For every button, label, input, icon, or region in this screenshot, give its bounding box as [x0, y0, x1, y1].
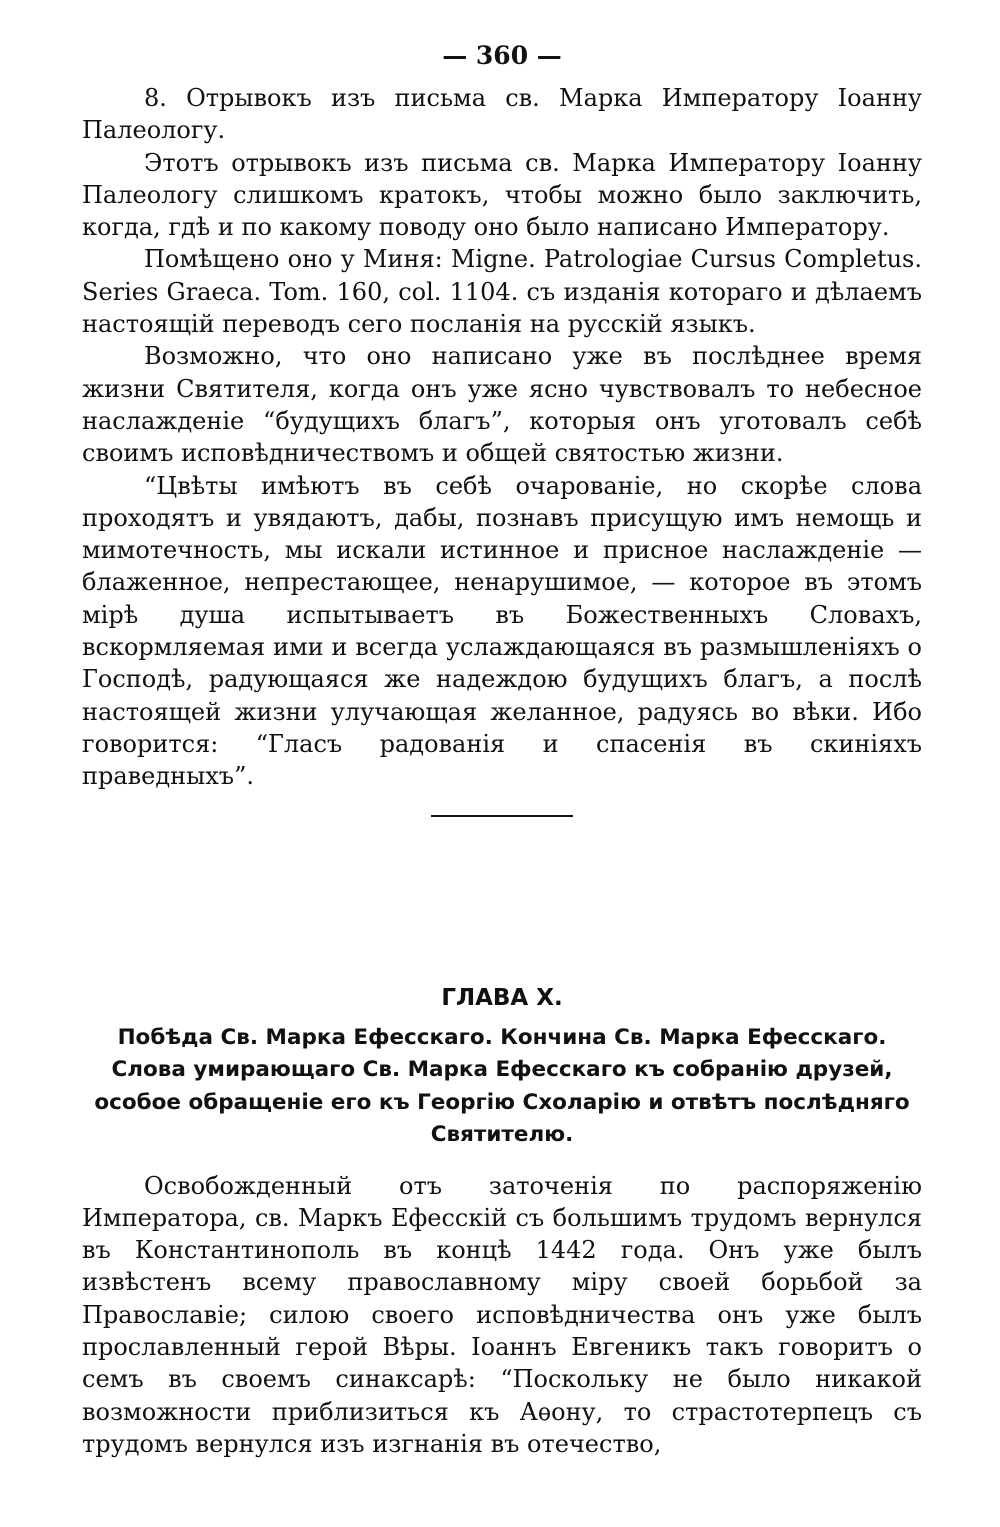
paragraph: Помѣщено оно у Миня: Migne. Patrologiae Cursus Completus. Series Graeca. Tom. 160, col. 1104. съ изданія котораго и дѣлаемъ настоящій переводъ сего посланія на русскій языкъ.: [82, 245, 922, 339]
quoted-paragraph: “Цвѣты имѣютъ въ себѣ очарованіе, но скорѣе слова проходятъ и увядаютъ, дабы, познавъ присущую имъ немощь и мимотечность, мы искали истинное и присное наслажденіе — блаженное, непрестающее, ненарушимое, — которое въ этомъ мірѣ душа испытываетъ въ Божественныхъ Словахъ, вскормляемая ими и всегда услаждающаяся въ размышленіяхъ о Господѣ, радующаяся же надеждою будущихъ благъ, а послѣ настоящей жизни улучающая желанное, радуясь во вѣки. Ибо говорится: “Гласъ радованія и спасенія въ скиніяхъ праведныхъ”.: [82, 471, 922, 791]
paragraph: Этотъ отрывокъ изъ письма св. Марка Императору Іоанну Палеологу слишкомъ кратокъ, чтобы можно было заключить, когда, гдѣ и по какому поводу оно было написано Императору.: [82, 148, 922, 242]
paragraph: Освобожденный отъ заточенія по распоряженію Императора, св. Маркъ Ефесскій съ большимъ трудомъ вернулся въ Константинополь въ концѣ 1442 года. Онъ уже былъ извѣстенъ всему православному міру своей борьбой за Православіе; силою своего исповѣдничества онъ уже былъ прославленный герой Вѣры. Іоаннъ Евгеникъ такъ говоритъ о семъ въ своемъ синаксарѣ: “Поскольку не было никакой возможности приблизиться къ Аѳону, то страстотерпецъ съ трудомъ вернулся изъ изгнанія въ отечество,: [82, 1171, 922, 1458]
paragraph: Возможно, что оно написано уже въ послѣднее время жизни Святителя, когда онъ уже ясно чувствовалъ то небесное наслажденіе “будущихъ благъ”, которыя онъ уготовалъ себѣ своимъ исповѣдничествомъ и общей святостью жизни.: [82, 342, 922, 468]
chapter-subtitle: Побѣда Св. Марка Ефесскаго. Кончина Св. Марка Ефесскаго. Слова умирающаго Св. Марка Ефесскаго къ собранію друзей, особое обращеніе его къ Георгію Схоларію и отвѣтъ послѣдняго Святителю.: [94, 1024, 910, 1148]
section-heading: 8. Отрывокъ изъ письма св. Марка Императору Іоанну Палеологу.: [82, 84, 922, 145]
chapter-title: ГЛАВА X.: [441, 984, 563, 1011]
blank-space: [82, 817, 922, 982]
page-number: — 360 —: [442, 41, 562, 70]
